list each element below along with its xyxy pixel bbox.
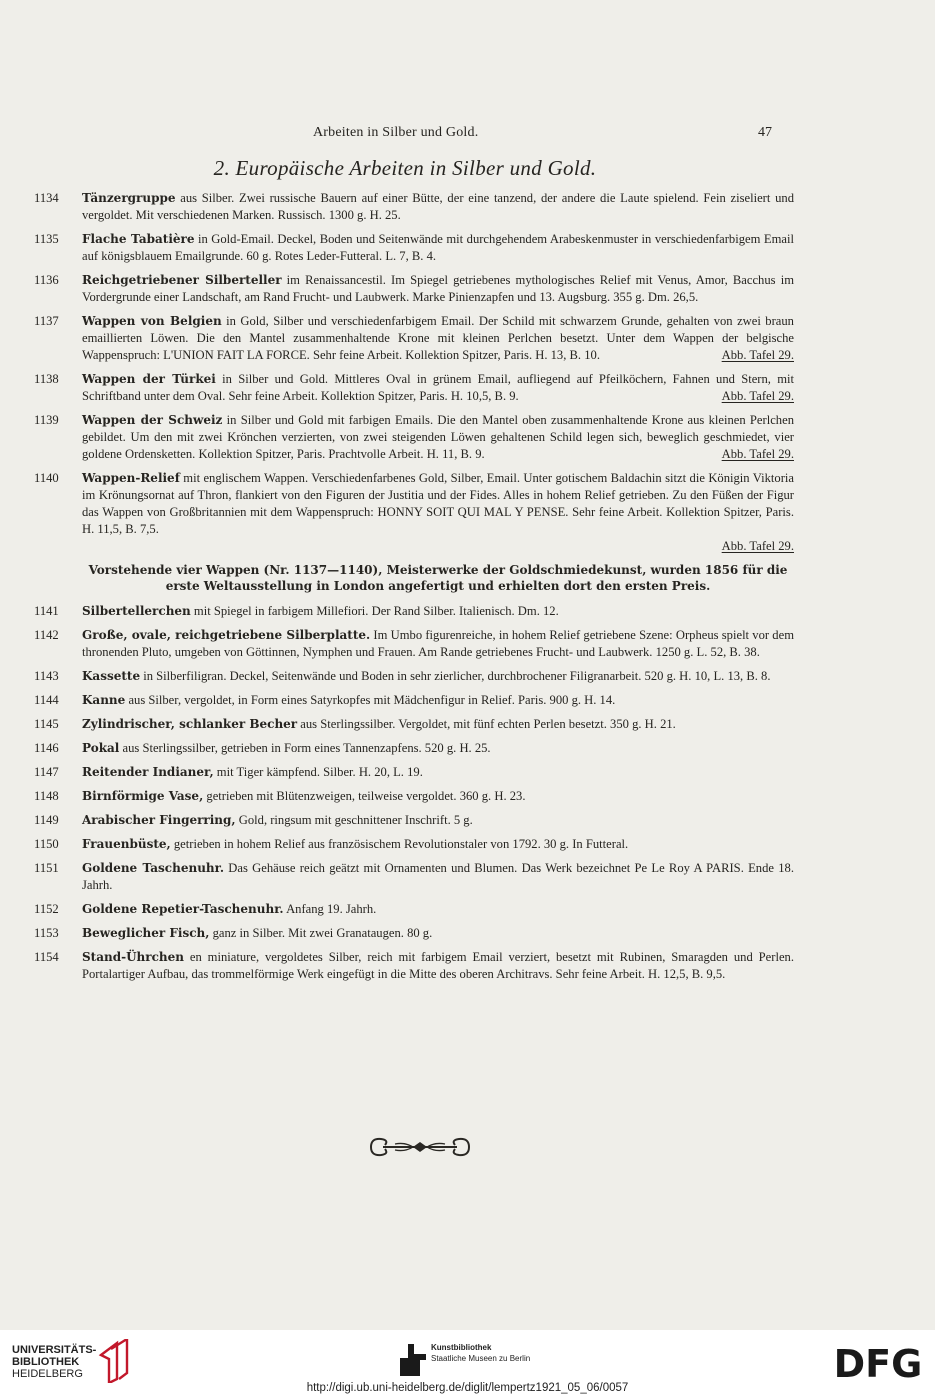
entry-text: en miniature, vergoldetes Silber, reich mit farbigem Email verziert, besetzt mit Rubinen, Smaragden und Perlen. Portalartiger Aufbau, das trommelförmige Werk eingefügt in die Mitte des oberen Architravs. Sehr feine Arbeit. H. 12,5, B. 9,5.: [82, 950, 794, 981]
catalog-entry: [34, 788, 794, 805]
notice-paragraph: Vorstehende vier Wappen (Nr. 1137—1140), Meisterwerke der Goldschmiedekunst, wurden 1856 für die erste Weltausstellung in London angefertigt und erhielten dort den ersten Preis.: [88, 563, 788, 593]
running-header: [0, 125, 935, 143]
entry-name: Reitender Indianer,: [82, 765, 214, 779]
entry-text: im Renaissancestil. Im Spiegel getriebenes mythologisches Relief mit Venus, Amor, Bacchus im Vordergrunde einer Landschaft, am Rand Frucht- und Laubwerk. Marke Pinienzapfen und 13. Augsburg. 355 g. Dm. 26,5.: [82, 273, 794, 304]
entry-number: 1149: [34, 813, 59, 827]
catalog-entry: [34, 949, 794, 983]
entry-text: in Silber und Gold mit farbigen Emails. Die den Mantel oben zusammenhaltende Krone aus kleinen Perlchen gebildet. Um den mit zwei Krönchen verzierten, von zwei steigenden Löwen gehaltenen Schild legen sich, beweglich geschmiedet, vier goldene Ordensketten. Kollektion Spitzer, Paris. Prachtvolle Arbeit. H. 11, B. 9.: [82, 413, 794, 461]
entry-name: Silbertellerchen: [82, 604, 191, 618]
entry-text: mit Tiger kämpfend. Silber. H. 20, L. 19.: [213, 765, 423, 779]
entry-name: Wappen von Belgien: [82, 314, 222, 328]
entry-text: Das Gehäuse reich geätzt mit Ornamenten und Blumen. Das Werk bezeichnet Pe Le Roy A PARIS. Ende 18. Jahrh.: [82, 861, 794, 892]
entry-text: mit englischem Wappen. Verschiedenfarbenes Gold, Silber, Email. Unter gotischem Baldachin sitzt die Königin Viktoria im Krönungsornat auf Thron, flankiert von den Figuren der Justitia und der Fides. Alles in hohem Relief getrieben. Zu den Füßen der Figur das Wappen von Großbritannien mit dem Wappenspruch: HONNY SOIT QUI MAL Y PENSE. Sehr feine Arbeit. Kollektion Spitzer, Paris. H. 11,5, B. 7,5.: [82, 471, 794, 536]
entry-text: in Gold-Email. Deckel, Boden und Seitenwände mit durchgehendem Arabeskenmuster in verschiedenfarbigem Email auf königsblauem Emailgrunde. 60 g. Rotes Leder-Futteral. L. 7, B. 4.: [82, 232, 794, 263]
entry-name: Tänzergruppe: [82, 191, 176, 205]
entry-number: 1143: [34, 669, 59, 683]
entry-number: 1134: [34, 191, 59, 205]
entry-name: Pokal: [82, 741, 120, 755]
entry-text: Im Umbo figurenreiche, in hohem Relief getriebene Szene: Orpheus spielt vor dem thronenden Pluto, umgeben von Göttinnen, Nymphen und Frauen. Am Rande getriebenes Frucht- und Laubwerk. 1250 g. L. 52, B. 38.: [82, 628, 794, 659]
catalog-entry: [34, 190, 794, 224]
entry-name: Reichgetriebener Silberteller: [82, 273, 282, 287]
entry-number: 1150: [34, 837, 59, 851]
entry-name: Flache Tabatière: [82, 232, 195, 246]
catalog-entry: [34, 470, 794, 555]
entry-number: 1140: [34, 471, 59, 485]
entry-number: 1153: [34, 926, 59, 940]
entry-number: 1136: [34, 273, 59, 287]
running-title: Arbeiten in Silber und Gold.: [313, 125, 479, 140]
entry-name: Große, ovale, reichgetriebene Silberplatte.: [82, 628, 371, 642]
kunstbibliothek-label[interactable]: Kunstbibliothek Staatliche Museen zu Berlin: [431, 1343, 531, 1363]
ornament-divider-icon: [365, 1134, 475, 1160]
entry-text: Anfang 19. Jahrh.: [283, 902, 377, 916]
plate-reference: Abb. Tafel 29.: [721, 389, 794, 403]
catalog-entry: [34, 836, 794, 853]
svg-text:DFG: DFG: [833, 1344, 923, 1382]
entry-text: getrieben in hohem Relief aus französischem Revolutionstaler von 1792. 30 g. In Futteral.: [170, 837, 629, 851]
entry-name: Beweglicher Fisch,: [82, 926, 210, 940]
catalog-entry: [34, 860, 794, 894]
entry-name: Goldene Repetier-Taschenuhr.: [82, 902, 284, 916]
catalog-entry: [34, 627, 794, 661]
entry-name: Stand-Ührchen: [82, 950, 184, 964]
catalog-entry: [34, 716, 794, 733]
entry-name: Zylindrischer, schlanker Becher: [82, 717, 298, 731]
source-url[interactable]: http://digi.ub.uni-heidelberg.de/diglit/lempertz1921_05_06/0057: [306, 1382, 629, 1394]
entry-number: 1135: [34, 232, 59, 246]
entry-name: Arabischer Fingerring,: [82, 813, 236, 827]
entry-number: 1147: [34, 765, 59, 779]
entry-text: aus Silber. Zwei russische Bauern auf einer Bütte, der eine tanzend, der andere die Laute spielend. Fein ziseliert und vergoldet. Mit verschiedenen Marken. Russisch. 1300 g. H. 25.: [82, 191, 794, 222]
entry-number: 1148: [34, 789, 59, 803]
entry-text: Gold, ringsum mit geschnittener Inschrift. 5 g.: [235, 813, 473, 827]
catalog-entry: [34, 901, 794, 918]
entry-number: 1144: [34, 693, 59, 707]
entry-number: 1146: [34, 741, 59, 755]
entry-name: Birnförmige Vase,: [82, 789, 204, 803]
catalog-entry: [34, 764, 794, 781]
entry-name: Frauenbüste,: [82, 837, 171, 851]
entry-name: Wappen der Türkei: [82, 372, 216, 386]
ub-heidelberg-logo-icon[interactable]: [97, 1339, 131, 1383]
entry-number: 1151: [34, 861, 59, 875]
entry-number: 1137: [34, 314, 59, 328]
entry-number: 1142: [34, 628, 59, 642]
entry-number: 1145: [34, 717, 59, 731]
catalog-entry: [34, 668, 794, 685]
section-title: 2. Europäische Arbeiten in Silber und Gold.: [213, 156, 597, 180]
entry-number: 1141: [34, 604, 59, 618]
kunstbibliothek-logo-icon[interactable]: [400, 1344, 426, 1376]
catalog-entry: [34, 272, 794, 306]
catalog-entry: [34, 603, 794, 620]
plate-reference: Abb. Tafel 29.: [721, 447, 794, 461]
entry-text: in Silberfiligran. Deckel, Seitenwände und Boden in sehr zierlicher, durchbrochener Filigranarbeit. 520 g. H. 10, L. 13, B. 8.: [140, 669, 771, 683]
entry-name: Kanne: [82, 693, 126, 707]
entry-text: aus Silber, vergoldet, in Form eines Satyrkopfes mit Mädchenfigur in Relief. Paris. 900 g. H. 14.: [125, 693, 616, 707]
university-library-name[interactable]: UNIVERSITÄTS- BIBLIOTHEK HEIDELBERG: [12, 1344, 97, 1380]
entry-name: Kassette: [82, 669, 141, 683]
catalog-entries: [34, 190, 794, 990]
entry-name: Wappen-Relief: [82, 471, 180, 485]
entry-number: 1152: [34, 902, 59, 916]
entry-number: 1154: [34, 950, 59, 964]
catalog-entry: [34, 231, 794, 265]
catalog-entry: [34, 692, 794, 709]
entry-text: ganz in Silber. Mit zwei Granataugen. 80 g.: [209, 926, 433, 940]
digitization-footer: [0, 1330, 935, 1397]
entry-text: getrieben mit Blütenzweigen, teilweise vergoldet. 360 g. H. 23.: [203, 789, 526, 803]
dfg-logo-icon[interactable]: [830, 1344, 926, 1382]
entry-text: mit Spiegel in farbigem Millefiori. Der Rand Silber. Italienisch. Dm. 12.: [190, 604, 559, 618]
entry-text: aus Sterlingssilber, getrieben in Form eines Tannenzapfens. 520 g. H. 25.: [119, 741, 491, 755]
page-number: 47: [758, 125, 772, 140]
entry-text: in Silber und Gold. Mittleres Oval in grünem Email, aufliegend auf Pfeilköchern, Fahnen und Stern, mit Schriftband unter dem Oval. Sehr feine Arbeit. Kollektion Spitzer, Paris. H. 10,5, B. 9.: [82, 372, 794, 403]
catalog-entry: [34, 371, 794, 405]
catalog-entry: [34, 740, 794, 757]
entry-number: 1138: [34, 372, 59, 386]
catalog-entry: [34, 412, 794, 463]
entry-number: 1139: [34, 413, 59, 427]
catalog-entry: [34, 925, 794, 942]
entry-text: aus Sterlingssilber. Vergoldet, mit fünf echten Perlen besetzt. 350 g. H. 21.: [297, 717, 676, 731]
plate-reference: Abb. Tafel 29.: [721, 539, 794, 553]
plate-reference: Abb. Tafel 29.: [721, 348, 794, 362]
entry-text: in Gold, Silber und verschiedenfarbigem Email. Der Schild mit schwarzem Grunde, gehalten von zwei braun emaillierten Löwen. Die den Mantel zusammenhaltende Krone mit kleinen Perlchen besetzt. Unter dem Wappen der belgische Wappenspruch: L'UNION FAIT LA FORCE. Sehr feine Arbeit. Kollektion Spitzer, Paris. H. 13, B. 10.: [82, 314, 794, 362]
catalog-entry: [34, 313, 794, 364]
catalog-entry: [34, 812, 794, 829]
entry-name: Wappen der Schweiz: [82, 413, 223, 427]
entry-name: Goldene Taschenuhr.: [82, 861, 225, 875]
